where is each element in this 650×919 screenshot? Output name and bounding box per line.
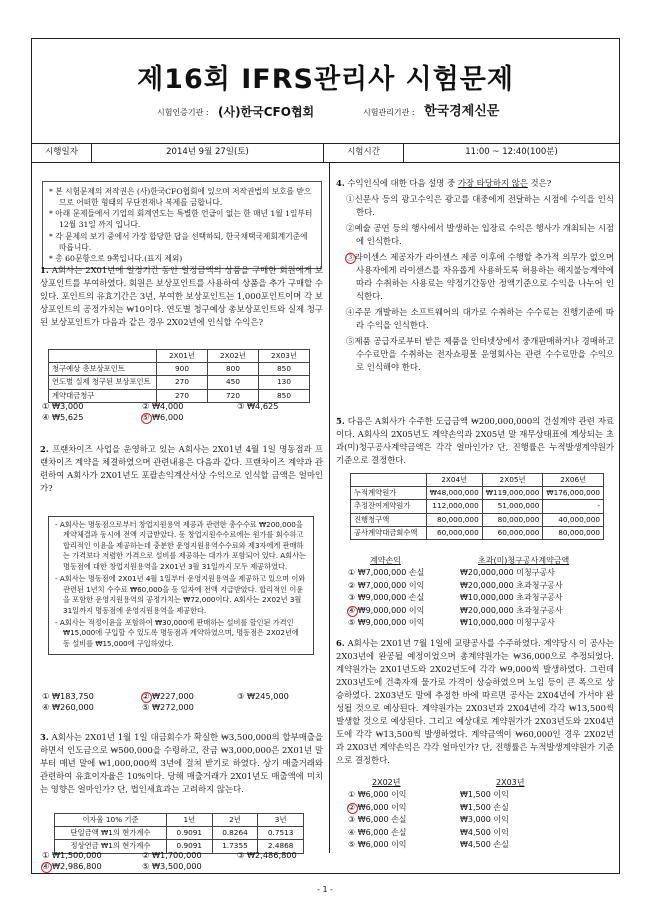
- table-cell: 112,000,000: [426, 500, 482, 513]
- q4-options: [336, 193, 614, 374]
- table-header-cell: 이자율 10% 기준: [55, 814, 167, 827]
- q3-table: [54, 813, 304, 854]
- table-cell: 2.4868: [258, 840, 304, 853]
- option-col1: ① ₩6,000 이익: [348, 790, 407, 800]
- table-header-cell: 2X02년: [208, 350, 259, 363]
- notice-item: * 아래 문제들에서 기업의 회계연도는 특별한 언급이 없는 한 매년 1월 1일부터 12월 31일 까지 입니다.: [49, 209, 313, 230]
- option-2[interactable]: [348, 580, 613, 592]
- question-4: [336, 177, 614, 374]
- admin-label: 시험관리기관 :: [363, 108, 415, 117]
- table-cell: 추정잔여계약원가: [351, 500, 427, 513]
- box-item: - A회사는 명동점에 2X01년 4월 1일부터 운영지원용역을 제공하고 있으며 이와 관련된 1년치 수수료 ₩60,000을 동 일자에 전액 지급받았다. 합리적인 이윤을 포함한 운영지원용역의 공정가치는 ₩72,000이다. A회사는 2X02년 3월 31일까지 명동점에 운영지원용역을 제공한다.: [55, 574, 306, 615]
- table-cell: 80,000,000: [482, 513, 543, 526]
- table-row: [49, 376, 310, 389]
- option-4[interactable]: [348, 827, 613, 839]
- question-6: [336, 637, 614, 767]
- question-2: [40, 443, 323, 495]
- option-col1: ② ₩6,000 이익: [348, 802, 407, 812]
- option-2[interactable]: [348, 802, 613, 814]
- notice-item: * 본 시험문제의 저작권은 (사)한국CFO협회에 있으며 저작권법의 보호를 받으므로 어떠한 형태의 무단전재나 복제를 금합니다.: [49, 187, 312, 208]
- option-4[interactable]: [348, 605, 613, 617]
- table-cell: 270: [157, 389, 208, 402]
- table-cell: ₩176,000,000: [543, 487, 604, 500]
- option-4[interactable]: ④ ₩260,000: [42, 702, 94, 713]
- answer-mark-icon: [347, 803, 358, 814]
- table-cell: 누적계약원가: [351, 487, 427, 500]
- question-5: [336, 415, 614, 467]
- cert-label: 시험인증기관 :: [157, 108, 209, 117]
- table-cell: 정상연금 ₩1의 현가계수: [55, 840, 167, 853]
- table-cell: 720: [208, 389, 259, 402]
- table-header-cell: 3년: [258, 814, 304, 827]
- answer-head: 초과(미)청구공사계약금액: [478, 556, 570, 565]
- exam-info-bar: [32, 143, 619, 163]
- answer-mark-icon: [141, 692, 152, 703]
- answer-mark-icon: [347, 606, 358, 617]
- column-divider: [329, 163, 330, 853]
- question-text-end: 것은?: [527, 178, 552, 188]
- option-4[interactable]: [42, 861, 142, 872]
- option-3[interactable]: ③ ₩4,625: [237, 401, 279, 411]
- question-number: 6.: [336, 638, 345, 648]
- table-cell: 0.9091: [167, 827, 213, 840]
- table-header-cell: [49, 350, 157, 363]
- option-1[interactable]: [348, 789, 613, 801]
- table-header-cell: 2년: [212, 814, 258, 827]
- question-text: 수익인식에 대한 다음 설명 중: [347, 178, 458, 188]
- answer-mark-icon: [345, 253, 356, 264]
- table-cell: 진행청구액: [351, 513, 427, 526]
- q1-table: [48, 349, 310, 403]
- option-2[interactable]: [142, 691, 237, 702]
- answer-head: 2X02년: [372, 778, 401, 787]
- option-col1: ⑤ ₩9,000,000 이익: [348, 617, 425, 627]
- question-number: 3.: [40, 732, 49, 742]
- option-5-label: ⑤ ₩6,000: [142, 412, 184, 423]
- table-cell: 0.9091: [167, 840, 213, 853]
- date-label: 시행일자: [32, 144, 92, 162]
- q2-options: [42, 691, 322, 714]
- table-row: [351, 500, 604, 513]
- q1-options: [42, 401, 322, 424]
- table-cell: 연도별 실제 청구된 보상포인트: [49, 376, 157, 389]
- table-cell: ₩119,000,000: [482, 487, 543, 500]
- table-cell: 51,000,000: [482, 500, 543, 513]
- table-row: [351, 487, 604, 500]
- notice-item: * 총 60문항으로 9쪽입니다.(표지 제외): [49, 253, 183, 263]
- option-col2: ₩10,000,000 미청구공사: [460, 617, 555, 627]
- option-col2: ₩4,500 손실: [460, 839, 509, 849]
- time-value: 11:00 ~ 12:40(100분): [465, 147, 558, 158]
- table-row: [49, 363, 310, 376]
- table-cell: 850: [259, 363, 310, 376]
- box-item: - A회사는 적정이윤을 포함하여 ₩30,000에 판매하는 설비를 할인된 가격인 ₩15,000에 구입할 수 있도록 명동점과 계약하였으며, 명동점은 2X02년에 동 설비를 ₩15,000에 구입하였다.: [55, 617, 299, 648]
- answer-head: 2X03년: [496, 778, 525, 787]
- option-col2: ₩1,500 손실: [460, 802, 509, 812]
- table-cell: 60,000,000: [482, 526, 543, 539]
- option-5[interactable]: [348, 839, 613, 851]
- table-cell: 0.7513: [258, 827, 304, 840]
- table-cell: 공사계약대금회수액: [351, 526, 427, 539]
- table-header-cell: 2X03년: [259, 350, 310, 363]
- table-cell: 단일금액 ₩1의 현가계수: [55, 827, 167, 840]
- table-header-cell: 2X04년: [426, 474, 482, 487]
- option-4[interactable]: ④ ₩5,625: [42, 412, 84, 423]
- table-cell: 850: [259, 389, 310, 402]
- table-header-cell: 2X06년: [543, 474, 604, 487]
- option-5[interactable]: ⑤제품 공급자로부터 받은 제품을 인터넷상에서 중개판매하거나 경매하고 수수료만을 수취하는 전자쇼핑몰 운영회사는 관련 수수료만을 수익으로 인식해야 한다.: [346, 336, 614, 373]
- question-3: [40, 731, 323, 796]
- admin-org: 한국경제신문: [424, 104, 500, 119]
- option-4[interactable]: ④주문 개발하는 소프트웨어의 대가로 수취하는 수수료는 진행기준에 따라 수익을 인식한다.: [346, 307, 614, 331]
- table-header-cell: 2X05년: [482, 474, 543, 487]
- option-col1: ① ₩7,000,000 손실: [348, 568, 425, 578]
- option-1[interactable]: ① ₩3,000: [42, 401, 84, 411]
- question-text: 프랜차이즈 사업을 운영하고 있는 A회사는 2X01년 4월 1일 명동점과 프랜차이즈 계약을 체결하였으며 관련내용은 다음과 같다. 프랜차이즈 계약과 관련하여 A회사가 2X01년도 포괄손익계산서상 수익으로 인식할 금액은 얼마인가?: [40, 444, 323, 494]
- table-header-cell: [351, 474, 427, 487]
- question-text: A회사는 2X01년 1월 1일 대금회수가 확실한 ₩3,500,000의 할부매출을 하면서 인도금으로 ₩500,000을 수령하고, 잔금 ₩3,000,000은 2X01년 말부터 매년 말에 ₩1,000,000씩 3년에 걸쳐 받기로 하였다. 상기 매출거래와 관련하여 유효이자율은 10%이다. 당해 매출거래가 2X01년도 매출액에 미치는 영향은 얼마인가? 단, 법인세효과는 고려하지 않는다.: [40, 732, 324, 795]
- q2-box: [48, 516, 314, 655]
- option-col2: ₩10,000,000 초과청구공사: [460, 593, 563, 603]
- option-col2: ₩20,000,000 미청구공사: [460, 568, 555, 578]
- notice-item: * 각 문제의 보기 중에서 가장 합당한 답을 선택하되, 한국채택국제회계기준에 따릅니다.: [49, 231, 308, 252]
- option-3[interactable]: ③ ₩2,486,800: [237, 850, 297, 860]
- table-row: [351, 526, 604, 539]
- option-4-label: ④ ₩2,986,800: [42, 861, 102, 872]
- option-1[interactable]: ① ₩183,750: [42, 691, 94, 701]
- answer-head: 계약손익: [370, 556, 401, 565]
- question-number: 4.: [336, 178, 345, 188]
- q5-options: [348, 555, 613, 629]
- table-cell: 80,000,000: [426, 513, 482, 526]
- question-number: 2.: [40, 444, 49, 454]
- question-1: [40, 264, 323, 329]
- option-col1: ② ₩7,000,000 이익: [348, 580, 425, 590]
- table-cell: 130: [259, 376, 310, 389]
- table-cell: 0.8264: [212, 827, 258, 840]
- table-cell: 60,000,000: [426, 526, 482, 539]
- table-cell: 청구예상 총보상포인트: [49, 363, 157, 376]
- option-3[interactable]: [348, 814, 613, 826]
- option-1[interactable]: ① ₩1,500,000: [42, 850, 102, 860]
- table-cell: ₩48,000,000: [426, 487, 482, 500]
- table-cell: 80,000,000: [543, 526, 604, 539]
- table-cell: 270: [157, 376, 208, 389]
- option-col2: ₩20,000,000 초과청구공사: [460, 605, 563, 615]
- question-text: 다음은 A회사가 수주한 도급금액 ₩200,000,000의 건설계약 관련 자료이다. A회사의 2X05년도 계약손익과 2X05년 말 재무상태표에 계상되는 초과(미)청구공사계약금액은 각각 얼마인가? 단, 진행률은 누적발생계약원가 기준으로 결정한다.: [336, 416, 614, 466]
- option-col1: ④ ₩6,000 손실: [348, 827, 407, 837]
- table-cell: 계약대금청구: [49, 389, 157, 402]
- option-3-label: ③라이센스 제공자가 라이센스 제공 이후에 수행할 추가적 의무가 없으며 사용자에게 라이센스를 자유롭게 사용하도록 허용하는 해지불능계약에 따라 수취하는 사용료는 약정기간동안 정액기준으로 수익을 나누어 인식한다.: [346, 252, 614, 302]
- option-col2: ₩1,500 이익: [460, 790, 509, 800]
- option-col2: ₩4,500 이익: [460, 827, 509, 837]
- table-cell: 40,000,000: [543, 513, 604, 526]
- question-number: 1.: [40, 265, 49, 275]
- option-col1: ⑤ ₩6,000 이익: [348, 839, 407, 849]
- option-3[interactable]: [346, 251, 614, 303]
- notice-box: [42, 181, 322, 269]
- page-frame: [31, 38, 620, 874]
- table-cell: 800: [208, 363, 259, 376]
- table-cell: 900: [157, 363, 208, 376]
- option-col1: ③ ₩9,000,000 손실: [348, 593, 425, 603]
- time-label: 시험시간: [324, 144, 404, 162]
- option-2[interactable]: ② ₩1,700,000: [142, 850, 202, 860]
- option-5[interactable]: [142, 412, 183, 423]
- date-value: 2014년 9월 27일(토): [92, 144, 324, 162]
- page-title: 제16회 IFRS관리사 시험문제: [137, 64, 514, 95]
- table-row: [351, 513, 604, 526]
- question-text: A회사는 2X01년 7월 1일에 교량공사를 수주하였다. 계약당시 이 공사는 2X03년에 완공될 예정이었으며 총계약원가는 ₩36,000으로 추정되었다. 계약원가는 2X01년도와 2X02년도에 각각 ₩9,000씩 발생하였다. 그런데 2X03년도에 건축자재 물가로 가격이 상승하였으며 노임 등이 큰 폭으로 상승하였다. 2X03년도 말에 추정한 바에 따르면 공사는 2X04년에 가서야 완성될 것으로 예상된다. 계약원가는 2X03년과 2X04년에 각각 ₩13,500씩 발생할 것으로 예상된다. 그리고 예상대로 계약원가가 2X03년도와 2X04년도에 각각 ₩13,500씩 발생하였다. 계약금액이 ₩60,000인 경우 2X02년과 2X03년 계약손익은 각각 얼마인가? 단, 진행률은 누적발생계약원가 기준으로 결정한다.: [336, 638, 614, 766]
- question-number: 5.: [336, 416, 345, 426]
- table-row: [55, 827, 304, 840]
- q5-table: [350, 473, 604, 540]
- q3-options: [42, 850, 322, 873]
- page-number: - 1 -: [317, 885, 333, 894]
- option-5[interactable]: [348, 617, 613, 629]
- option-1[interactable]: [348, 567, 613, 579]
- option-3[interactable]: [348, 592, 613, 604]
- table-header-cell: 2X01년: [157, 350, 208, 363]
- option-col1: ④ ₩9,000,000 이익: [348, 605, 425, 615]
- option-col2: ₩3,000 이익: [460, 815, 509, 825]
- option-3[interactable]: ③ ₩245,000: [237, 691, 289, 701]
- table-cell: 1.7355: [212, 840, 258, 853]
- option-col2: ₩20,000,000 초과청구공사: [460, 580, 563, 590]
- table-cell: 450: [208, 376, 259, 389]
- q6-options: [348, 777, 613, 851]
- option-1[interactable]: ①신문사 등의 광고수익은 광고를 대중에게 전달하는 시점에 수익을 인식한다.: [346, 194, 614, 218]
- option-5[interactable]: ⑤ ₩3,500,000: [142, 861, 202, 872]
- table-cell: -: [543, 500, 604, 513]
- question-text: A회사는 2X01년에 일정기간 동안 일정금액의 상품을 구매한 회원에게 보상포인트를 부여하였다. 회원은 보상포인트를 사용하여 상품을 추가 구매할 수 있다. 포인트의 유효기간은 3년, 부여한 보상포인트는 1,000포인트이며 각 보상포인트의 공정가치는 ₩10이다. 연도별 청구예상 총보상포인트와 실제 청구된 보상포인트가 다음과 같은 경우 2X02년에 인식할 수익은?: [40, 265, 323, 328]
- option-5[interactable]: ⑤ ₩272,000: [142, 702, 194, 713]
- option-2[interactable]: ②예술 공연 등의 행사에서 발생하는 입장료 수익은 행사가 개최되는 시점에 인식한다.: [346, 223, 614, 247]
- option-2[interactable]: ② ₩4,000: [142, 401, 184, 411]
- option-2-label: ② ₩227,000: [142, 691, 194, 701]
- option-col1: ③ ₩6,000 손실: [348, 815, 407, 825]
- cert-org: (사)한국CFO협회: [218, 105, 315, 119]
- question-emphasis: 가장 타당하지 않은: [457, 178, 528, 188]
- box-item: - A회사는 명동점으로부터 창업지원용역 제공과 관련한 총수수료 ₩200,000을 계약체결과 동시에 전액 지급받았다. 동 창업지원수수료에는 원가를 회수하고 합리적인 이윤을 제공하는데 충분한 운영지원용역수수료와 제3자에게 판매하는 가격보다 저렴한 가격으로 설비를 제공하는 대가가 포함되어 있다. A회사는 명동점에 대한 창업지원용역을 2X01년 3월 31일까지 모두 제공하였다.: [55, 520, 307, 571]
- table-header-cell: 1년: [167, 814, 213, 827]
